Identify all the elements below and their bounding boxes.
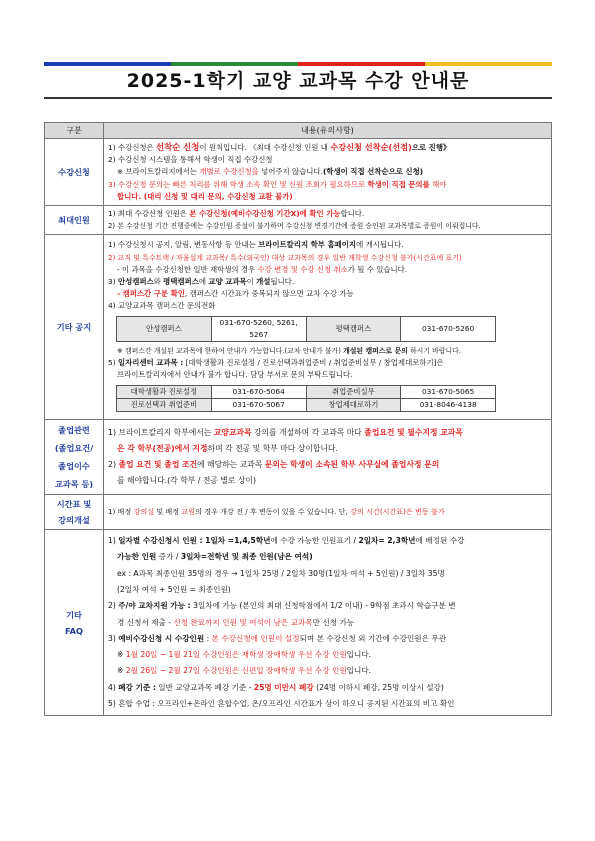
- text: 됩니다.: [270, 277, 295, 287]
- text: 1) 배정: [108, 506, 134, 516]
- category-graduation: [45, 420, 104, 495]
- line: 4) 교양교과목 캠퍼스간 문의전화: [108, 301, 216, 311]
- content-faq: [104, 530, 552, 716]
- text: 학생이 직접 문의를: [367, 179, 430, 189]
- category-max-capacity: 최대인원: [45, 206, 104, 235]
- text: 교양 교과목: [208, 277, 247, 287]
- line: 2) 본 수강신청 기간 진행중에는 수강인원 증설이 불가하며 수강신청 변경기간에 증원 승인된 교과목별로 증원이 이뤄집니다.: [108, 222, 481, 231]
- line: [108, 276, 547, 288]
- row-registration: [45, 139, 552, 206]
- text: 되며 본 수강신청 외 기간에 수강인원은 무관: [299, 633, 447, 643]
- table-cell: 대학생활과 진로설정: [117, 385, 212, 398]
- category-other-notice: 기타 공지: [45, 235, 104, 420]
- text: 3) 수강신청 문의는 빠른 처리를 위해 학생 소속 확인 및 신원 조회가 필요하므로: [108, 179, 368, 189]
- campus-pyeongtaek-phone: 031-670-5260: [401, 316, 496, 341]
- top-color-bar: [44, 62, 552, 66]
- line: [108, 647, 547, 663]
- text: 4): [108, 682, 119, 692]
- text: 3): [108, 277, 118, 287]
- text: :: [204, 633, 212, 643]
- text: 개설된 캠퍼스로 문의: [343, 347, 408, 356]
- line: 2) 수강신청 시스템을 통해서 학생이 직접 수강신청: [108, 155, 273, 165]
- table-row: [117, 385, 496, 398]
- row-faq: [45, 530, 552, 716]
- line: [108, 457, 547, 473]
- text: 1): [108, 536, 119, 546]
- text: 교원: [181, 506, 196, 516]
- line: [108, 549, 547, 565]
- line: [108, 425, 547, 441]
- text: - 이 과목을 수강신청한 일반 재학생의 경우: [117, 264, 258, 274]
- campus-pyeongtaek-label: 평택캠퍼스: [306, 316, 401, 341]
- row-graduation: [45, 420, 552, 495]
- text: 기타: [66, 609, 82, 620]
- line: 브라이트칼리지에서 안내가 불가 합니다. 담당 부서로 문의 부탁드립니다.: [117, 370, 353, 380]
- text: 만 신청 가능: [312, 617, 355, 627]
- text: 3일차=전학년 및 최종 인원(남은 여석): [180, 552, 313, 562]
- row-max-capacity: [45, 206, 552, 235]
- line: [108, 357, 547, 369]
- header-content: 내용(유의사항): [104, 123, 552, 139]
- text: 졸업요건 및 필수지정 교과목: [364, 428, 463, 438]
- table-cell: 취업준비실무: [306, 385, 401, 398]
- text: 안성캠퍼스: [117, 277, 154, 287]
- text: 강의를 개설하며 각 교과목 마다: [251, 428, 365, 438]
- text: 2): [108, 460, 119, 470]
- line: [108, 208, 547, 220]
- text: 1) 최대 수강신청 인원은: [108, 209, 190, 219]
- text: 선착순 신청: [155, 142, 200, 152]
- bar-segment-red: [298, 62, 425, 66]
- text: 교양교과목: [213, 428, 252, 438]
- notice-table: [44, 122, 552, 716]
- campus-anseong-phone: 031-670-5260, 5261, 5267: [211, 316, 306, 341]
- text: 입니다.: [346, 666, 372, 676]
- text: 수강 변경 및 수강 신청 취소: [257, 264, 348, 274]
- line: ex : A과목 최종인원 35명의 경우 → 1일차 25명 / 2일차 30명(1일차 여석 + 5인원) / 3일차 35명: [117, 568, 445, 578]
- text: 해야: [429, 179, 447, 189]
- table-cell: 창업제대로하기: [306, 398, 401, 411]
- line: (2일차 여석 + 5인원 = 최종인원): [117, 584, 231, 594]
- line: [108, 680, 547, 696]
- text: 3일차에 가능 (본인의 최대 신청학점에서 1/2 이내) - 9학점 초과시 학습구분 변: [190, 601, 456, 611]
- text: 3): [108, 633, 119, 643]
- table-cell: 031-670-5065: [401, 385, 496, 398]
- text: 졸업이수: [58, 461, 90, 472]
- text: 에 해당하는 교과목: [197, 460, 265, 470]
- line: [108, 166, 547, 178]
- line: [108, 663, 547, 679]
- category-registration: 수강신청: [45, 139, 104, 206]
- text: 하시기 바랍니다.: [407, 347, 461, 356]
- line: 를 해야합니다.(각 학부 / 전공 별로 상이): [117, 476, 257, 486]
- text: ※ 캠퍼스간 개설된 교과목에 한하여 안내가 가능합니다.(교차 안내가 불가): [117, 347, 344, 356]
- campus-phone-table: [116, 316, 496, 342]
- text: FAQ: [65, 625, 83, 636]
- text: 평택캠퍼스: [163, 277, 199, 287]
- line: [108, 615, 547, 631]
- text: ※ 브라이트칼리지에서는: [117, 167, 200, 177]
- category-faq: [45, 530, 104, 716]
- line: [108, 533, 547, 549]
- content-max-capacity: [104, 206, 552, 235]
- line: 2) 교직 및 특수트랙 / 자율설계 교과목/ 특수(외국인) 대상 교과목의 경우 일반 재학생 수강신청 불가(시간표에 표기): [108, 253, 462, 262]
- text: 에: [198, 277, 209, 287]
- page-title: 2025-1학기 교양 교과목 수강 안내문: [126, 70, 470, 92]
- text: 의 경우 개강 전 / 후 변동이 있을 수 있습니다. 단,: [195, 506, 351, 516]
- text: 은 각 학부(전공)에서 지정: [117, 444, 208, 454]
- line: [108, 239, 547, 251]
- line: [108, 631, 547, 647]
- text: 개별로 수강신청을: [199, 167, 259, 177]
- bar-segment-yellow: [425, 62, 552, 66]
- line: [108, 441, 547, 457]
- text: 폐강 기준 :: [118, 682, 156, 692]
- text: 본 수강신청에 인원이 설정: [211, 633, 300, 643]
- text: 신청 완료까지 인원 및 여석이 남은 교과목: [173, 617, 313, 627]
- text: 예비수강신청 시 수강인원: [118, 633, 205, 643]
- text: 에 게시됩니다.: [356, 240, 404, 250]
- campus-anseong-label: 안성캠퍼스: [117, 316, 212, 341]
- content-graduation: [104, 420, 552, 495]
- text: 에 수강 가능한 인원표기 /: [270, 536, 359, 546]
- text: 증가 /: [156, 552, 181, 562]
- text: 본 수강신청(예비수강신청 기간X)에 확인 가능: [189, 209, 341, 219]
- text: 시간표 및: [56, 499, 92, 510]
- row-timetable: [45, 495, 552, 530]
- line: [108, 345, 547, 357]
- text: 강의개설: [58, 515, 90, 526]
- text: 25명 미만시 폐강: [253, 682, 314, 692]
- text: 일반 교양교과목 폐강 기준 -: [155, 682, 254, 692]
- text: 입니다.: [346, 650, 372, 660]
- table-row: [117, 316, 496, 341]
- table-cell: 031-670-5064: [211, 385, 306, 398]
- text: (학생이 직접 선착순으로 신청): [322, 167, 424, 177]
- text: 1월 20일 ~ 1월 21일 수강인원은 재학생 장애학생 우선 수강 인원: [125, 650, 347, 660]
- table-cell: 031-8046-4138: [401, 398, 496, 411]
- text: 이 원칙입니다. 《최대 수강신청 인원 내: [199, 143, 331, 152]
- text: ※: [117, 650, 126, 660]
- text: 강의실: [133, 506, 155, 516]
- table-row: [117, 398, 496, 411]
- text: 넣어주지 않습니다.: [258, 167, 323, 177]
- title-underline: [44, 97, 552, 99]
- text: (졸업요건/: [54, 443, 94, 454]
- text: 1) 브라이트칼리지 학부에서는: [108, 428, 214, 438]
- text: 1) 수강신청은: [108, 143, 156, 152]
- career-center-table: [116, 385, 496, 412]
- content-other-notice: [104, 235, 552, 420]
- text: 1) 수강신청시 공지, 알림, 변동사항 등 안내는: [108, 240, 259, 250]
- text: 으로 진행》: [411, 143, 451, 152]
- line: [108, 141, 547, 154]
- text: 5): [108, 358, 118, 368]
- header-row: [45, 123, 552, 139]
- content-timetable: [104, 495, 552, 530]
- header-category: 구분: [45, 123, 104, 139]
- table-cell: 진로선택과 취업준비: [117, 398, 212, 411]
- text: 합니다.: [340, 209, 365, 219]
- text: 가능한 인원: [117, 552, 157, 562]
- text: , 캠퍼스간 시간표가 중복되지 않으면 교차 수강 가능: [184, 289, 354, 299]
- text: 및 배정: [154, 506, 182, 516]
- text: [대학생활과 진로설정 / 진로선택과취업준비 / 취업준비실무 / 창업제대로하기]은: [183, 358, 444, 368]
- line: [108, 179, 547, 191]
- category-timetable: [45, 495, 104, 530]
- text: 일자별 수강신청시 인원 : 1일차 =1,4,5학년: [118, 536, 271, 546]
- line: [108, 598, 547, 614]
- text: 일자리센터 교과목 :: [117, 358, 184, 368]
- text: 2일차= 2,3학년: [358, 536, 416, 546]
- text: (24명 이하시 폐강, 25명 이상시 설강): [313, 682, 444, 692]
- bar-segment-green: [171, 62, 298, 66]
- bar-segment-blue: [44, 62, 171, 66]
- text: 이: [246, 277, 257, 287]
- text: 가 될 수 있습니다.: [347, 264, 408, 274]
- line: [108, 288, 547, 300]
- row-other-notice: [45, 235, 552, 420]
- text: ※: [117, 666, 126, 676]
- text: 브라이트칼리지 학부 홈페이지: [258, 240, 357, 250]
- text: 졸업 요건 및 졸업 조건: [118, 460, 198, 470]
- text: 2): [108, 601, 119, 611]
- line: [108, 264, 547, 276]
- text: 문의는 학생이 소속된 학부 사무실에 졸업사정 문의: [264, 460, 440, 470]
- line: [108, 506, 547, 518]
- content-registration: [104, 139, 552, 206]
- text: 강의 시간(시간표)은 변동 불가: [350, 506, 445, 516]
- text: 개설: [256, 277, 271, 287]
- text: 주/야 교차지원 가능 :: [118, 601, 191, 611]
- text: 2월 26일 ~ 2월 27일 수강인원은 신편입 장애학생 우선 수강 인원: [125, 666, 347, 676]
- text: 에 배정된 수강: [415, 536, 465, 546]
- text: 경 신청서 제출 -: [117, 617, 174, 627]
- text: - 캠퍼스간 구분 확인: [117, 289, 185, 299]
- text: 교과목 등): [54, 479, 94, 490]
- line: 5) 혼합 수업 : 오프라인+온라인 혼합수업, 온/오프라인 시간표가 상이 하오니 공지된 시간표의 비고 확인: [108, 699, 455, 709]
- text: 수강신청 선착순(선점): [330, 142, 412, 152]
- text: 하며 각 전공 및 학부 마다 상이합니다.: [207, 444, 338, 454]
- table-cell: 031-670-5067: [211, 398, 306, 411]
- text: 졸업관련: [58, 425, 90, 436]
- line: 합니다. (대리 신청 및 대리 문의, 수강신청 교환 불가): [117, 191, 293, 201]
- text: 와: [153, 277, 164, 287]
